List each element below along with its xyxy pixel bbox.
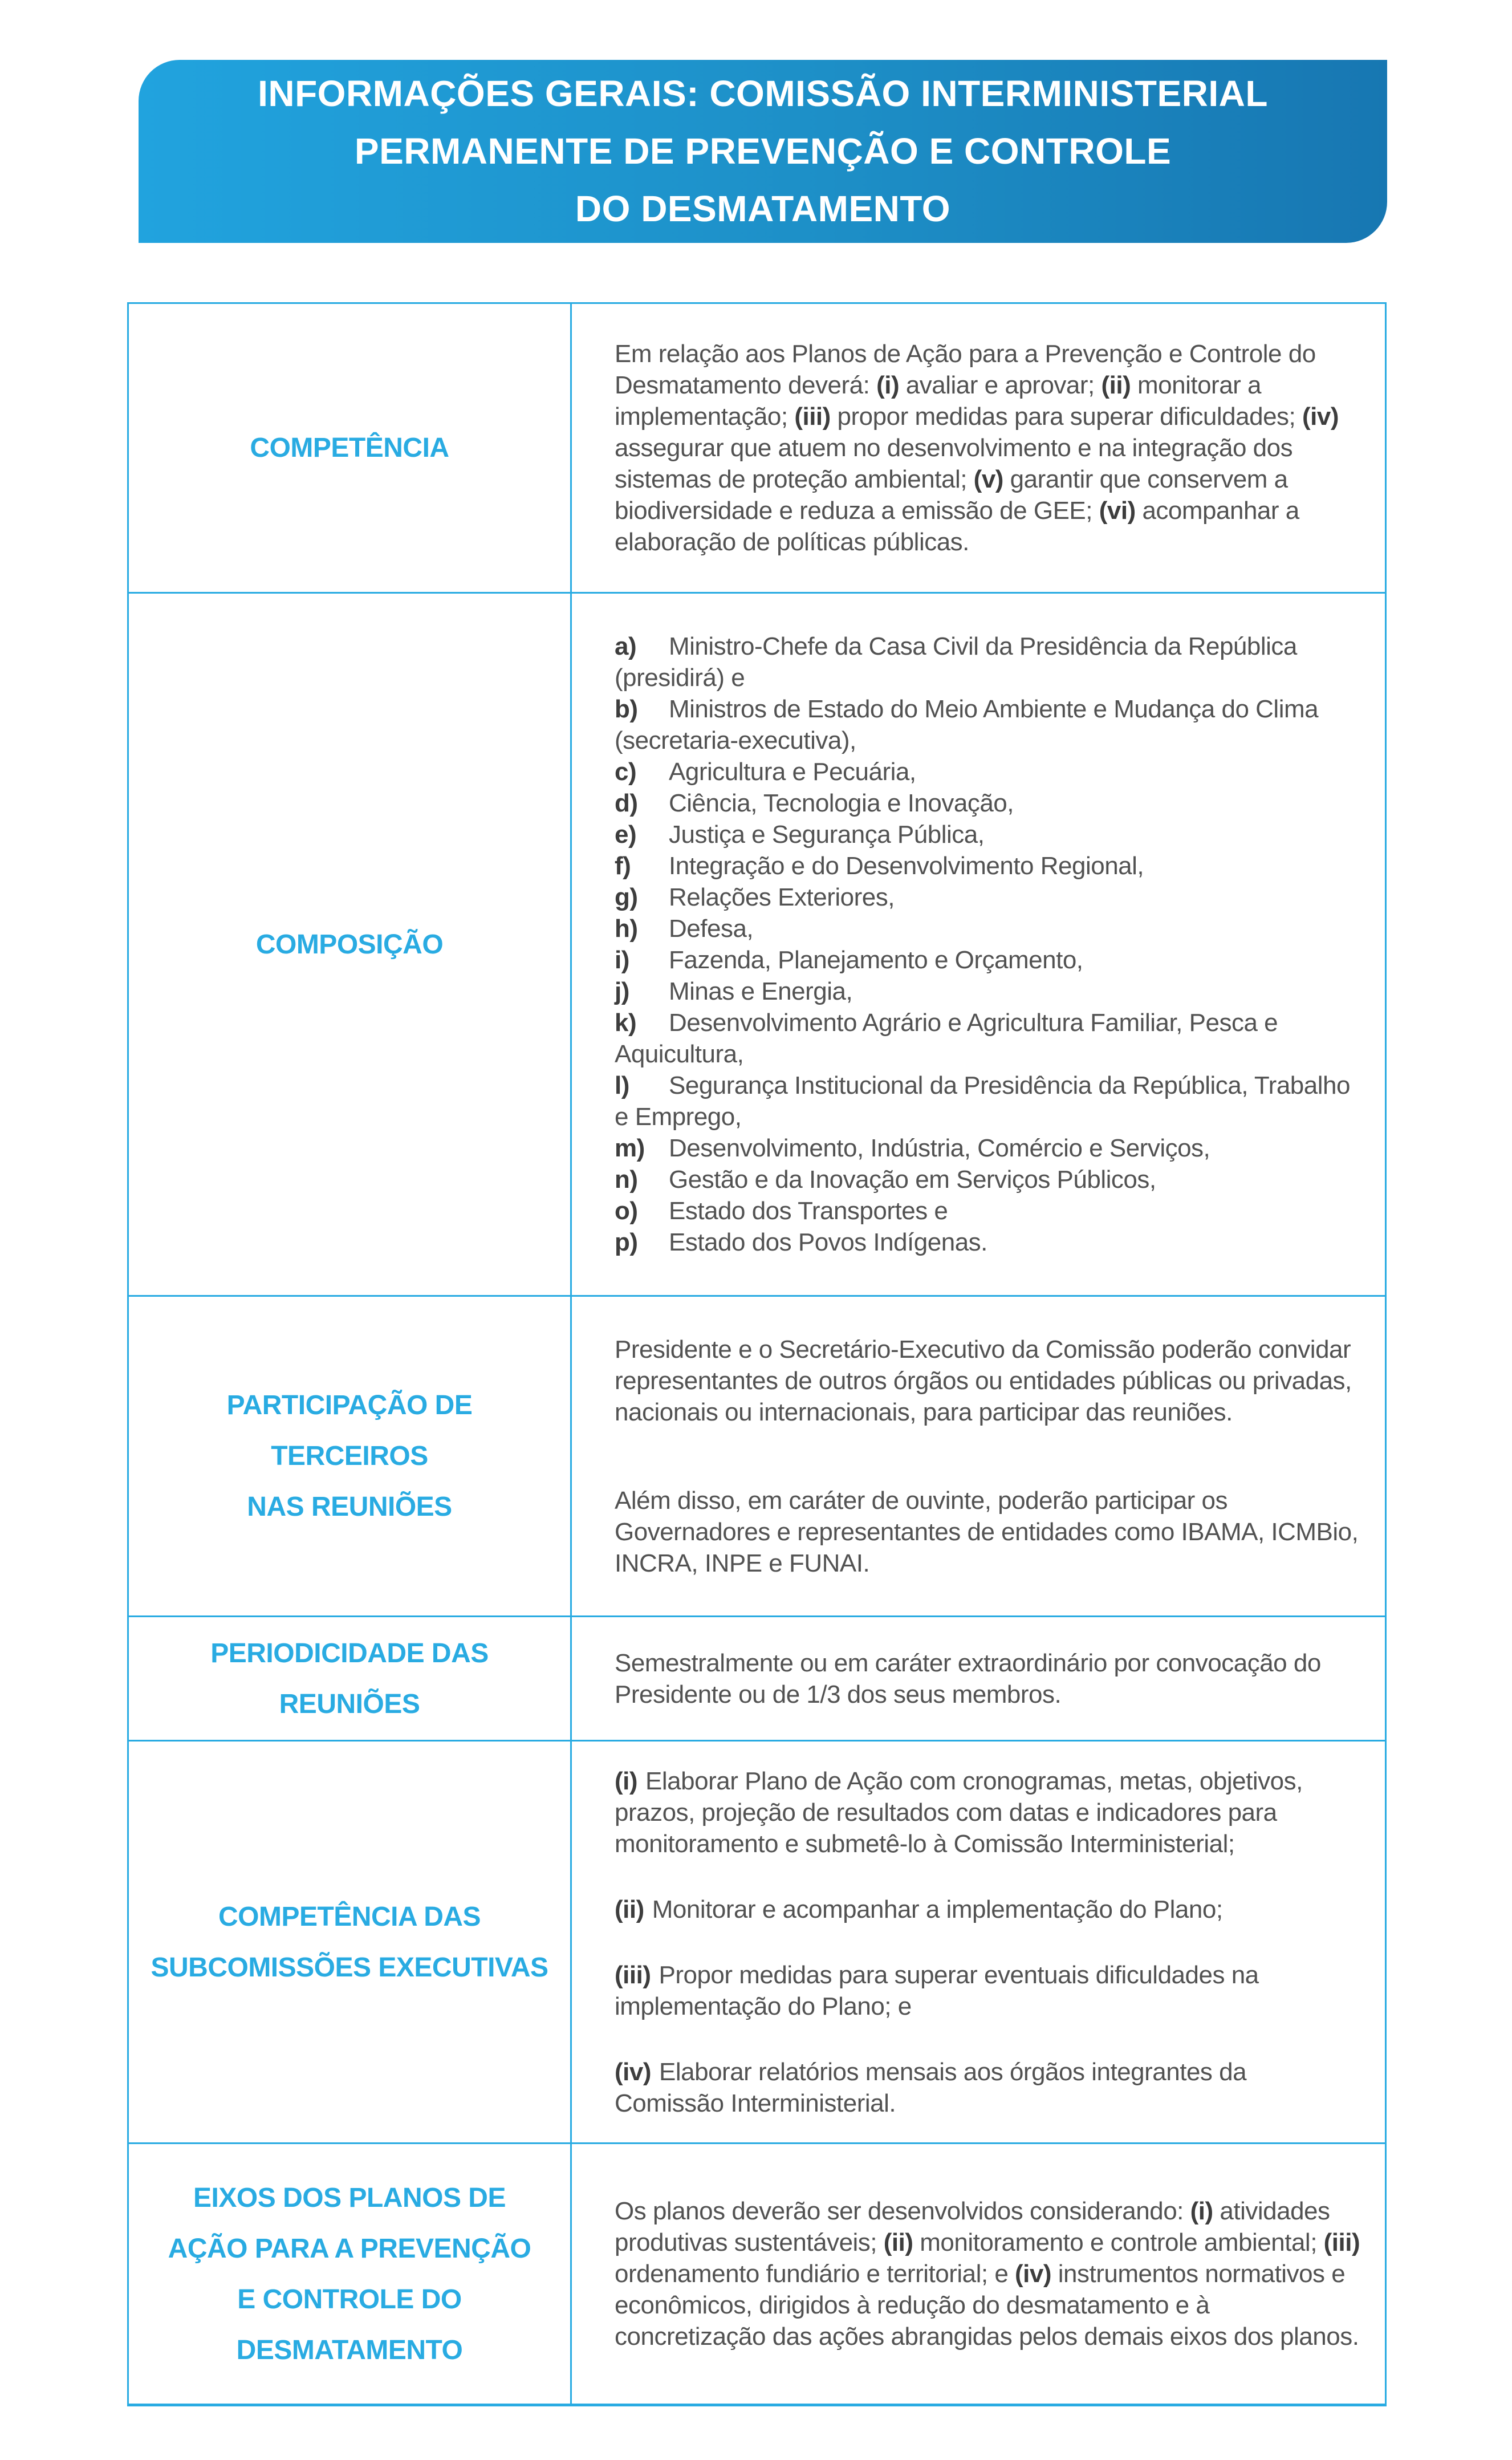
list-item: [615, 913, 1362, 944]
list-item: [615, 1007, 1362, 1070]
text-segment: ordenamento fundiário e territorial; e: [615, 2260, 1015, 2288]
list-item: [615, 882, 1362, 913]
text-segment: atividades produtivas sustentáveis;: [615, 2197, 1330, 2256]
list-item-marker: k): [615, 1009, 637, 1037]
text-segment-bold: (v): [973, 465, 1003, 493]
text-segment: Em relação aos Planos de Ação para a Prevenção e Controle do Desmatamento deverá:: [615, 340, 1316, 399]
paragraph: [615, 2056, 1362, 2119]
row-label-eixos: [129, 2144, 572, 2404]
info-table: [127, 302, 1387, 2406]
header-title-line: PERMANENTE DE PREVENÇÃO E CONTROLE: [354, 131, 1172, 172]
row-label-line: AÇÃO PARA A PREVENÇÃO: [168, 2233, 531, 2264]
table-row-eixos: [129, 2142, 1385, 2404]
item-text: Elaborar Plano de Ação com cronogramas, metas, objetivos, prazos, projeção de resultados com datas e indicadores para monitoramento e submetê-lo à Comissão Interministerial;: [615, 1767, 1303, 1858]
list-item-marker: e): [615, 821, 637, 849]
list-item-marker: a): [615, 632, 637, 660]
row-content-composicao: [572, 594, 1385, 1295]
row-content-periodicidade: [572, 1617, 1385, 1740]
list-item-marker: c): [615, 758, 637, 786]
row-label-line: SUBCOMISSÕES EXECUTIVAS: [151, 1952, 548, 1983]
list-item-text: Justiça e Segurança Pública,: [669, 821, 985, 849]
row-content-subcomissoes: [572, 1742, 1385, 2142]
header-title-line: DO DESMATAMENTO: [575, 188, 951, 229]
list-item: [615, 631, 1362, 693]
list-item-text: Ministro-Chefe da Casa Civil da Presidência da República (presidirá) e: [615, 632, 1297, 692]
text-segment-bold: (i): [876, 371, 900, 399]
text-segment-bold: (iii): [1323, 2228, 1360, 2256]
text-segment-bold: (iii): [794, 403, 831, 431]
list-item: [615, 756, 1362, 787]
row-label-competencia: [129, 304, 572, 592]
list-item-text: Relações Exteriores,: [669, 883, 895, 911]
paragraph: Além disso, em caráter de ouvinte, poderão participar os Governadores e representantes de entidades como IBAMA, ICMBio, INCRA, INPE e FUNAI.: [615, 1486, 1359, 1577]
list-item-marker: d): [615, 789, 638, 817]
row-label-line: EIXOS DOS PLANOS DE: [193, 2182, 506, 2213]
list-item-text: Minas e Energia,: [669, 977, 853, 1005]
text-segment: instrumentos normativos e econômicos, dirigidos à redução do desmatamento e à concretização das ações abrangidas pelos demais eixos dos planos.: [615, 2260, 1359, 2351]
row-label-subcomissoes: [129, 1742, 572, 2142]
list-item-text: Gestão e da Inovação em Serviços Públicos,: [669, 1166, 1156, 1194]
paragraph: [615, 2195, 1362, 2352]
list-item-text: Estado dos Povos Indígenas.: [669, 1228, 987, 1256]
list-item: [615, 976, 1362, 1007]
header-title-line: INFORMAÇÕES GERAIS: COMISSÃO INTERMINISTERIAL: [258, 73, 1268, 114]
paragraph: [615, 1959, 1362, 2022]
row-label-line: COMPETÊNCIA DAS: [218, 1901, 481, 1932]
list-item-text: Segurança Institucional da Presidência da República, Trabalho e Emprego,: [615, 1071, 1350, 1131]
list-item-marker: m): [615, 1134, 645, 1162]
list-item-marker: i): [615, 946, 629, 974]
header-banner: [139, 60, 1387, 243]
row-label-periodicidade: [129, 1617, 572, 1740]
list-item-marker: n): [615, 1166, 638, 1194]
item-text: Monitorar e acompanhar a implementação do Plano;: [652, 1895, 1223, 1923]
row-label-participacao: [129, 1297, 572, 1615]
paragraph: Presidente e o Secretário-Executivo da Comissão poderão convidar representantes de outros órgãos ou entidades públicas ou privadas, nacionais ou internacionais, para participar das reuniões.: [615, 1335, 1352, 1426]
row-content-participacao: [572, 1297, 1385, 1615]
text-segment-bold: (iv): [1015, 2260, 1052, 2288]
list-item-text: Estado dos Transportes e: [669, 1197, 948, 1225]
list-item-marker: l): [615, 1071, 629, 1099]
item-text: Elaborar relatórios mensais aos órgãos integrantes da Comissão Interministerial.: [615, 2057, 1247, 2117]
list-item-text: Agricultura e Pecuária,: [669, 758, 916, 786]
row-label-line: PARTICIPAÇÃO DE TERCEIROS: [226, 1390, 473, 1471]
text-segment-bold: (vi): [1099, 497, 1136, 525]
text-segment-bold: (i): [1190, 2197, 1213, 2225]
list-item-text: Defesa,: [669, 915, 754, 943]
list-item: [615, 944, 1362, 976]
list-item-marker: g): [615, 883, 638, 911]
item-text: Propor medidas para superar eventuais dificuldades na implementação do Plano; e: [615, 1960, 1259, 2020]
table-row-subcomissoes: [129, 1740, 1385, 2142]
paragraph: Semestralmente ou em caráter extraordinário por convocação do Presidente ou de 1/3 dos seus membros.: [615, 1649, 1321, 1708]
text-segment-bold: (ii): [1101, 371, 1131, 399]
list-item: [615, 1070, 1362, 1132]
row-content-competencia: [572, 304, 1385, 592]
list-item: [615, 1195, 1362, 1227]
row-label-composicao: [129, 594, 572, 1295]
item-marker: (iii): [615, 1960, 651, 1989]
row-label-line: DESMATAMENTO: [236, 2335, 463, 2365]
list-item-marker: f): [615, 852, 631, 880]
item-marker: (i): [615, 1767, 638, 1795]
table-row-periodicidade: [129, 1615, 1385, 1740]
list-item: [615, 693, 1362, 756]
list-item-marker: o): [615, 1197, 638, 1225]
item-marker: (iv): [615, 2057, 651, 2086]
table-row-participacao: [129, 1295, 1385, 1615]
list-item: [615, 787, 1362, 819]
text-segment: assegurar que atuem no desenvolvimento e na integração dos sistemas de proteção ambiental;: [615, 434, 1293, 493]
paragraph: [615, 1765, 1362, 1860]
text-segment-bold: (iv): [1302, 403, 1339, 431]
list-item: [615, 1132, 1362, 1164]
text-segment: avaliar e aprovar;: [899, 371, 1102, 399]
row-label-line: NAS REUNIÕES: [247, 1492, 452, 1522]
text-segment: monitoramento e controle ambiental;: [913, 2228, 1324, 2256]
list-item-marker: j): [615, 977, 629, 1005]
row-content-eixos: [572, 2144, 1385, 2404]
text-segment: Os planos deverão ser desenvolvidos considerando:: [615, 2197, 1190, 2225]
list-item-text: Ministros de Estado do Meio Ambiente e Mudança do Clima (secretaria-executiva),: [615, 695, 1319, 754]
list-item-text: Fazenda, Planejamento e Orçamento,: [669, 946, 1083, 974]
text-segment-bold: (ii): [883, 2228, 913, 2256]
table-row-competencia: [129, 304, 1385, 592]
list-item: [615, 819, 1362, 850]
list-item: [615, 850, 1362, 882]
text-segment: propor medidas para superar dificuldades;: [830, 403, 1303, 431]
list-item-marker: h): [615, 915, 638, 943]
row-label-line: COMPOSIÇÃO: [255, 929, 444, 960]
paragraph: [615, 338, 1362, 558]
list-item-text: Desenvolvimento, Indústria, Comércio e Serviços,: [669, 1134, 1210, 1162]
text-segment: acompanhar a elaboração de políticas públicas.: [615, 497, 1299, 556]
item-marker: (ii): [615, 1895, 644, 1923]
list-item-text: Integração e do Desenvolvimento Regional,: [669, 852, 1144, 880]
list-item-text: Desenvolvimento Agrário e Agricultura Familiar, Pesca e Aquicultura,: [615, 1009, 1278, 1068]
list-item-marker: p): [615, 1228, 638, 1256]
list-item-text: Ciência, Tecnologia e Inovação,: [669, 789, 1014, 817]
text-segment: monitorar a implementação;: [615, 371, 1262, 431]
table-row-composicao: [129, 592, 1385, 1295]
list-item-marker: b): [615, 695, 638, 723]
list-item: [615, 1227, 1362, 1258]
list-item: [615, 1164, 1362, 1195]
row-label-line: PERIODICIDADE DAS REUNIÕES: [210, 1638, 489, 1719]
row-label-line: E CONTROLE DO: [237, 2284, 462, 2315]
text-segment: garantir que conservem a biodiversidade e reduza a emissão de GEE;: [615, 465, 1288, 525]
row-label-line: COMPETÊNCIA: [250, 433, 449, 463]
paragraph: [615, 1894, 1362, 1925]
